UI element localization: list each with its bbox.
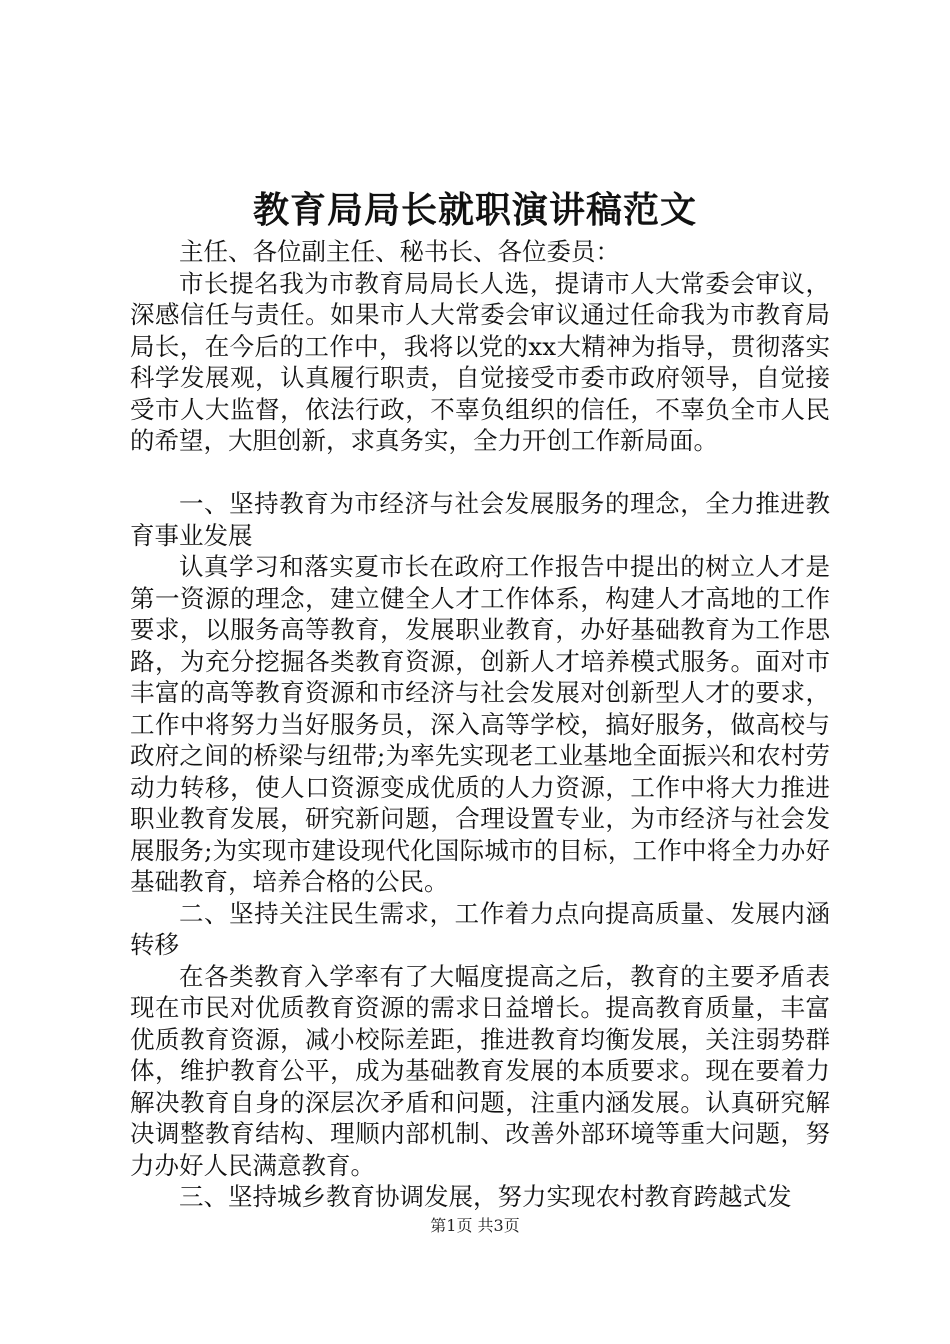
- section-heading-2: 二、坚持关注民生需求，工作着力点向提高质量、发展内涵转移: [130, 898, 830, 959]
- section-body-2: 在各类教育入学率有了大幅度提高之后，教育的主要矛盾表现在市民对优质教育资源的需求日益增长。提高教育质量，丰富优质教育资源，减小校际差距，推进教育均衡发展，关注弱势群体，维护教育公平，成为基础教育发展的本质要求。现在要着力解决教育自身的深层次矛盾和问题，注重内涵发展。认真研究解决调整教育结构、理顺内部机制、改善外部环境等重大问题，努力办好人民满意教育。: [130, 961, 830, 1180]
- section-heading-1: 一、坚持教育为市经济与社会发展服务的理念，全力推进教育事业发展: [130, 489, 830, 550]
- document-title: 教育局局长就职演讲稿范文: [252, 189, 697, 231]
- page-number-footer: 第1页 共3页: [430, 1216, 520, 1235]
- section-body-1: 认真学习和落实夏市长在政府工作报告中提出的树立人才是第一资源的理念，建立健全人才工作体系，构建人才高地的工作要求，以服务高等教育，发展职业教育，办好基础教育为工作思路，为充分挖掘各类教育资源，创新人才培养模式服务。面对市丰富的高等教育资源和市经济与社会发展对创新型人才的要求，工作中将努力当好服务员，深入高等学校，搞好服务，做高校与政府之间的桥梁与纽带;为率先实现老工业基地全面振兴和农村劳动力转移，使人口资源变成优质的人力资源，工作中将大力推进职业教育发展，研究新问题，合理设置专业，为市经济与社会发展服务;为实现市建设现代化国际城市的目标，工作中将全力办好基础教育，培养合格的公民。: [130, 552, 830, 896]
- intro-paragraph: 市长提名我为市教育局局长人选，提请市人大常委会审议，深感信任与责任。如果市人大常委会审议通过任命我为市教育局局长，在今后的工作中，我将以党的xx大精神为指导，贯彻落实科学发展观，认真履行职责，自觉接受市委市政府领导，自觉接受市人大监督，依法行政，不辜负组织的信任，不辜负全市人民的希望，大胆创新，求真务实，全力开创工作新局面。: [130, 268, 830, 455]
- document-body: [130, 236, 830, 1213]
- section-heading-3: 三、坚持城乡教育协调发展，努力实现农村教育跨越式发: [179, 1182, 792, 1211]
- salutation-paragraph: 主任、各位副主任、秘书长、各位委员：: [179, 237, 620, 266]
